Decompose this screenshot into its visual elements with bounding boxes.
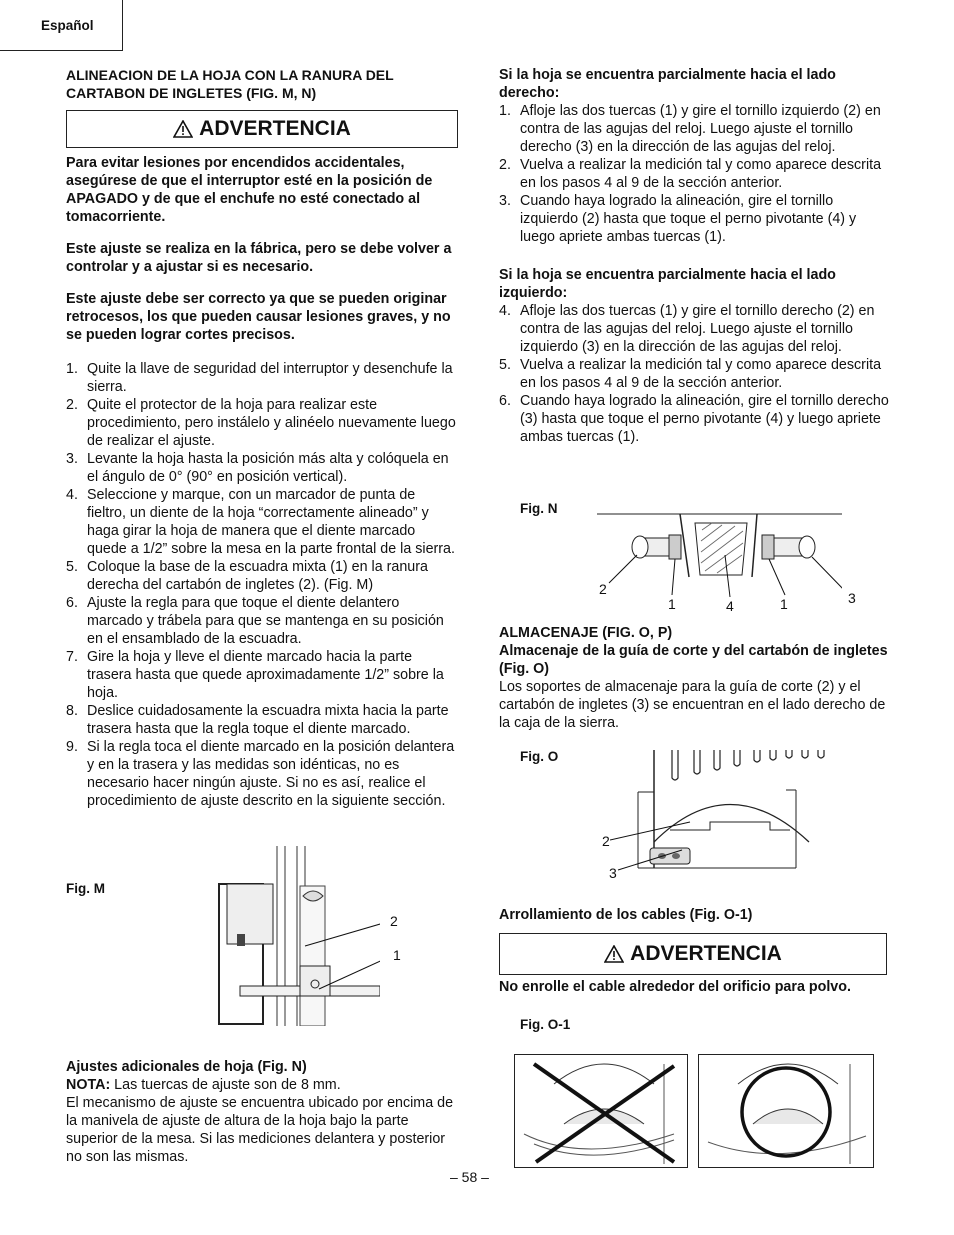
adjustments-heading: Ajustes adicionales de hoja (Fig. N) bbox=[66, 1059, 307, 1075]
step-item bbox=[499, 356, 891, 392]
step-text: Vuelva a realizar la medición tal y como aparece descrita en los pasos 4 al 9 de la sección anterior. bbox=[520, 357, 882, 391]
warning-title: ADVERTENCIA bbox=[199, 117, 351, 140]
warning-box bbox=[66, 110, 458, 148]
storage-subheading: Almacenaje de la guía de corte y del cartabón de ingletes (Fig. O) bbox=[499, 643, 888, 677]
fig-m-illustration bbox=[215, 846, 380, 1026]
step-number: 9. bbox=[66, 739, 78, 755]
nota-text: Las tuercas de ajuste son de 8 mm. bbox=[110, 1077, 341, 1093]
fig-n-callout-1b: 1 bbox=[780, 596, 788, 612]
right-side-heading: Si la hoja se encuentra parcialmente hacia el lado derecho: bbox=[499, 67, 836, 101]
step-item bbox=[499, 156, 891, 192]
fig-o-illustration bbox=[610, 750, 830, 880]
fig-n-callout-4: 4 bbox=[726, 598, 734, 614]
fig-n-callout-2: 2 bbox=[599, 581, 607, 597]
step-item bbox=[66, 360, 458, 396]
warning-paragraph: Para evitar lesiones por encendidos accidentales, asegúrese de que el interruptor esté en la posición de APAGADO y de que el enchufe no esté conectado al tomacorriente. bbox=[66, 155, 433, 225]
left-side-steps bbox=[499, 302, 891, 446]
procedure-steps bbox=[66, 360, 458, 810]
warning-title: ADVERTENCIA bbox=[630, 942, 782, 965]
section-heading: ALINEACION DE LA HOJA CON LA RANURA DEL CARTABON DE INGLETES (FIG. M, N) bbox=[66, 67, 394, 101]
step-item bbox=[499, 302, 891, 356]
fig-o-callout-3: 3 bbox=[609, 865, 617, 881]
step-number: 4. bbox=[66, 487, 78, 503]
step-item bbox=[499, 192, 891, 246]
step-text: Deslice cuidadosamente la escuadra mixta hacia la parte trasera hasta que la regla toque el diente marcado. bbox=[87, 703, 449, 737]
step-item bbox=[66, 450, 458, 486]
step-number: 5. bbox=[499, 357, 511, 373]
step-number: 3. bbox=[499, 193, 511, 209]
fig-m-callout-1: 1 bbox=[393, 947, 401, 963]
right-side-steps bbox=[499, 102, 891, 246]
step-item bbox=[499, 392, 891, 446]
step-item bbox=[66, 558, 458, 594]
step-number: 6. bbox=[499, 393, 511, 409]
warning-paragraph: Este ajuste debe ser correcto ya que se pueden originar retrocesos, los que pueden causar lesiones graves, y no se pueden lograr cortes precisos. bbox=[66, 291, 451, 343]
cable-warning-text: No enrolle el cable alrededor del orificio para polvo. bbox=[499, 979, 851, 995]
left-column bbox=[66, 66, 458, 810]
fig-o1-label: Fig. O-1 bbox=[520, 1017, 571, 1032]
step-number: 2. bbox=[66, 397, 78, 413]
step-text: Quite el protector de la hoja para realizar este procedimiento, pero instálelo y alinéelo nuevamente luego de realizar el ajuste. bbox=[87, 397, 456, 449]
language-label: Español bbox=[41, 18, 94, 33]
step-text: Si la regla toca el diente marcado en la posición delantera y en la trasera y las medidas son idénticas, no es necesario hacer ningún ajuste. Si no es así, realice el procedimiento de ajuste descrito en la siguiente sección. bbox=[87, 739, 455, 809]
step-number: 1. bbox=[499, 103, 511, 119]
nota-line bbox=[66, 1076, 458, 1094]
step-text: Afloje las dos tuercas (1) y gire el tornillo izquierdo (2) en contra de las agujas del reloj. Luego ajuste el tornillo derecho (3) en la dirección de las agujas del reloj. bbox=[520, 103, 881, 155]
fig-o-callout-2: 2 bbox=[602, 833, 610, 849]
storage-section bbox=[499, 624, 891, 732]
step-number: 5. bbox=[66, 559, 78, 575]
step-text: Cuando haya logrado la alineación, gire el tornillo izquierdo (2) hasta que toque el perno pivotante (4) y luego apriete ambas tuercas (1). bbox=[520, 193, 857, 245]
step-item bbox=[66, 738, 458, 810]
cable-warning-box bbox=[499, 933, 887, 975]
step-number: 4. bbox=[499, 303, 511, 319]
storage-heading: ALMACENAJE (FIG. O, P) bbox=[499, 625, 673, 641]
step-text: Levante la hoja hasta la posición más alta y colóquela en el ángulo de 0° (90° en posición vertical). bbox=[87, 451, 449, 485]
step-text: Quite la llave de seguridad del interruptor y desenchufe la sierra. bbox=[87, 361, 453, 395]
step-number: 3. bbox=[66, 451, 78, 467]
step-text: Vuelva a realizar la medición tal y como aparece descrita en los pasos 4 al 9 de la sección anterior. bbox=[520, 157, 882, 191]
fig-n-callout-3: 3 bbox=[848, 590, 856, 606]
step-text: Seleccione y marque, con un marcador de punta de fieltro, un diente de la hoja “correctamente alineado” y haga girar la hoja de manera que el diente marcado quede a 1/2” sobre la mesa en la parte frontal de la sierra. bbox=[87, 487, 455, 557]
step-number: 7. bbox=[66, 649, 78, 665]
cable-heading: Arrollamiento de los cables (Fig. O-1) bbox=[499, 907, 753, 923]
language-tab bbox=[0, 0, 123, 51]
step-text: Gire la hoja y lleve el diente marcado hacia la parte trasera hasta que quede aproximadamente 1/2” sobre la hoja. bbox=[87, 649, 444, 701]
fig-n-callout-1: 1 bbox=[668, 596, 676, 612]
step-number: 8. bbox=[66, 703, 78, 719]
warning-paragraph: Este ajuste se realiza en la fábrica, pero se debe volver a controlar y a ajustar si es necesario. bbox=[66, 241, 452, 275]
fig-o-label: Fig. O bbox=[520, 749, 559, 764]
additional-adjustments bbox=[66, 1058, 458, 1166]
step-text: Cuando haya logrado la alineación, gire el tornillo derecho (3) hasta que toque el perno pivotante (4) y luego apriete ambas tuercas (1). bbox=[520, 393, 889, 445]
step-item bbox=[66, 648, 458, 702]
fig-m-label: Fig. M bbox=[66, 881, 105, 896]
left-side-heading: Si la hoja se encuentra parcialmente hacia el lado izquierdo: bbox=[499, 267, 836, 301]
adjustments-text: El mecanismo de ajuste se encuentra ubicado por encima de la manivela de ajuste de altura de la hoja bajo la parte superior de la mesa. Si las mediciones delantera y posterior no son las mismas. bbox=[66, 1095, 454, 1165]
warning-triangle-icon bbox=[173, 120, 193, 138]
step-item bbox=[66, 702, 458, 738]
step-item bbox=[66, 396, 458, 450]
step-item bbox=[66, 486, 458, 558]
warning-triangle-icon bbox=[604, 945, 624, 963]
step-item bbox=[499, 102, 891, 156]
storage-text: Los soportes de almacenaje para la guía de corte (2) y el cartabón de ingletes (3) se encuentran en el lado derecho de la caja de la sierra. bbox=[499, 679, 886, 731]
page-number: – 58 – bbox=[450, 1169, 489, 1185]
fig-n-illustration bbox=[597, 505, 842, 600]
right-column bbox=[499, 66, 891, 446]
fig-m-callout-2: 2 bbox=[390, 913, 398, 929]
step-number: 1. bbox=[66, 361, 78, 377]
step-number: 6. bbox=[66, 595, 78, 611]
fig-o1-wrong-illustration bbox=[514, 1054, 688, 1168]
nota-label: NOTA: bbox=[66, 1077, 111, 1093]
step-number: 2. bbox=[499, 157, 511, 173]
step-item bbox=[66, 594, 458, 648]
step-text: Coloque la base de la escuadra mixta (1) en la ranura derecha del cartabón de ingletes (2). (Fig. M) bbox=[87, 559, 428, 593]
fig-o1-correct-illustration bbox=[698, 1054, 874, 1168]
step-text: Ajuste la regla para que toque el diente delantero marcado y trábela para que se mantenga en su posición en el ensamblado de la escuadra. bbox=[87, 595, 444, 647]
fig-n-label: Fig. N bbox=[520, 501, 558, 516]
step-text: Afloje las dos tuercas (1) y gire el tornillo derecho (2) en contra de las agujas del reloj. Luego ajuste el tornillo izquierdo (3) en la dirección de las agujas del reloj. bbox=[520, 303, 875, 355]
